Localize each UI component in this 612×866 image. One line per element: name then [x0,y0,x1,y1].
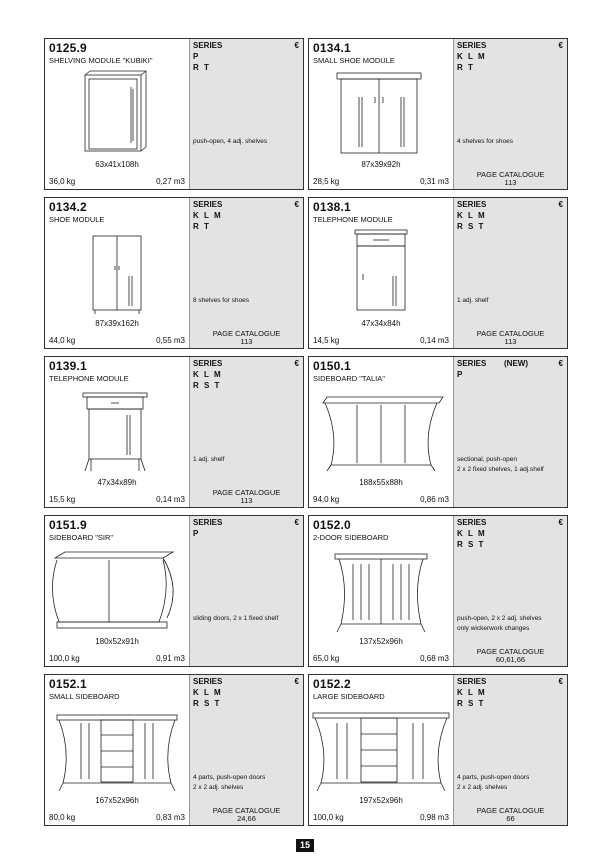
note-line: 2 x 2 fixed shelves, 1 adj.shelf [457,466,544,473]
note-line: sectional, push-open [457,456,517,463]
page-number: 15 [296,839,314,852]
note-line: 4 parts, push-open doors [457,774,530,781]
new-badge: (NEW) [504,359,528,368]
product-card [44,197,304,349]
product-note [457,137,567,147]
product-name: SMALL SIDEBOARD [49,692,120,701]
product-note [457,773,567,793]
series-codes-1: P [193,52,200,61]
series-codes-2: R S T [193,381,221,390]
note-line: only wickerwork changes [457,625,530,632]
note-line: 2 x 2 adj. shelves [457,784,508,791]
euro-icon: € [294,677,299,686]
product-volume: 0,14 m3 [156,495,185,504]
product-note [457,296,567,306]
product-note [193,614,303,624]
product-info [45,516,189,666]
series-codes-2: R S T [457,222,485,231]
note-line: 1 adj. shelf [457,297,489,304]
series-label: SERIES [193,518,223,527]
series-panel [189,516,303,666]
product-dimensions: 137x52x96h [359,637,403,646]
euro-icon: € [294,518,299,527]
series-label: SERIES [457,518,487,527]
product-illustration [45,226,189,318]
product-card [44,515,304,667]
catalogue-label: PAGE CATALOGUE [212,488,281,497]
catalogue-reference [454,648,567,664]
series-label: SERIES [193,41,223,50]
series-codes-1: K L M [193,211,223,220]
product-card [44,356,304,508]
product-code: 0150.1 [313,359,351,373]
euro-icon: € [294,359,299,368]
product-info [45,357,189,507]
euro-icon: € [558,200,563,209]
catalogue-label: PAGE CATALOGUE [212,329,281,338]
note-line: 2 x 2 adj. shelves [193,784,244,791]
euro-icon: € [558,359,563,368]
series-codes-2: R S T [457,540,485,549]
product-name: SIDEBOARD "TALIA" [313,374,385,383]
catalogue-reference [454,171,567,187]
product-dimensions: 180x52x91h [95,637,139,646]
series-panel [189,675,303,825]
product-weight: 36,0 kg [49,177,76,186]
product-weight: 80,0 kg [49,813,76,822]
product-dimensions: 188x55x88h [359,478,403,487]
catalogue-pages: 66 [506,814,515,823]
catalogue-pages: 113 [504,178,517,187]
catalogue-pages: 113 [504,337,517,346]
series-codes-1: K L M [457,211,487,220]
series-label: SERIES [457,359,487,368]
series-label: SERIES [193,677,223,686]
product-name: SHOE MODULE [49,215,105,224]
product-name: TELEPHONE MODULE [313,215,393,224]
product-illustration [309,226,453,318]
series-codes-1: K L M [193,370,223,379]
product-volume: 0,31 m3 [420,177,449,186]
product-dimensions: 63x41x108h [95,160,139,169]
euro-icon: € [558,41,563,50]
product-volume: 0,98 m3 [420,813,449,822]
series-label: SERIES [457,41,487,50]
product-note [193,455,303,465]
catalogue-pages: 113 [240,337,253,346]
series-panel [453,516,567,666]
product-card [308,197,568,349]
catalogue-pages: 113 [240,496,253,505]
product-illustration [309,385,453,477]
product-volume: 0,68 m3 [420,654,449,663]
product-illustration [45,544,189,636]
note-line: sliding doors, 2 x 1 fixed shelf [193,615,279,622]
series-panel [189,198,303,348]
series-label: SERIES [457,200,487,209]
product-weight: 94,0 kg [313,495,340,504]
series-codes-2: R T [457,63,475,72]
product-dimensions: 47x34x84h [361,319,401,328]
product-volume: 0,55 m3 [156,336,185,345]
product-note [193,773,303,793]
series-codes-2: R S T [193,699,221,708]
product-info [45,39,189,189]
product-card [308,674,568,826]
product-info [309,357,453,507]
product-code: 0151.9 [49,518,87,532]
product-card [44,38,304,190]
catalogue-reference [454,330,567,346]
product-card [308,515,568,667]
series-panel [189,39,303,189]
product-name: SIDEBOARD "SIR" [49,533,114,542]
product-volume: 0,83 m3 [156,813,185,822]
catalogue-reference [190,330,303,346]
product-dimensions: 167x52x96h [95,796,139,805]
product-illustration [45,703,189,795]
product-volume: 0,86 m3 [420,495,449,504]
product-dimensions: 47x34x89h [97,478,137,487]
product-name: 2-DOOR SIDEBOARD [313,533,389,542]
series-label: SERIES [457,677,487,686]
note-line: push-open, 2 x 2 adj. shelves [457,615,542,622]
euro-icon: € [558,677,563,686]
product-weight: 15,5 kg [49,495,76,504]
product-code: 0139.1 [49,359,87,373]
product-weight: 14,5 kg [313,336,340,345]
catalogue-label: PAGE CATALOGUE [476,647,545,656]
product-code: 0134.1 [313,41,351,55]
product-info [45,198,189,348]
note-line: 8 shelves for shoes [193,297,250,304]
product-code: 0152.0 [313,518,351,532]
catalogue-label: PAGE CATALOGUE [476,329,545,338]
product-weight: 100,0 kg [313,813,344,822]
series-codes-2: R T [193,222,211,231]
product-card [308,356,568,508]
product-code: 0152.2 [313,677,351,691]
catalogue-reference [190,807,303,823]
series-codes-2: R T [193,63,211,72]
catalogue-reference [454,807,567,823]
product-note [193,296,303,306]
catalogue-label: PAGE CATALOGUE [212,806,281,815]
euro-icon: € [294,200,299,209]
product-weight: 44,0 kg [49,336,76,345]
series-codes-1: K L M [193,688,223,697]
product-code: 0134.2 [49,200,87,214]
catalogue-label: PAGE CATALOGUE [476,170,545,179]
note-line: 4 shelves for shoes [457,138,514,145]
product-info [309,198,453,348]
product-name: LARGE SIDEBOARD [313,692,385,701]
product-weight: 100,0 kg [49,654,80,663]
product-info [309,675,453,825]
note-line: 1 adj. shelf [193,456,225,463]
series-panel [453,39,567,189]
product-code: 0138.1 [313,200,351,214]
euro-icon: € [558,518,563,527]
product-note [457,455,567,475]
series-codes-1: K L M [457,52,487,61]
product-code: 0125.9 [49,41,87,55]
product-card [308,38,568,190]
series-label: SERIES [193,359,223,368]
product-weight: 65,0 kg [313,654,340,663]
series-codes-1: P [457,370,464,379]
product-info [309,516,453,666]
product-code: 0152.1 [49,677,87,691]
product-illustration [309,544,453,636]
product-note [457,614,567,634]
catalogue-label: PAGE CATALOGUE [476,806,545,815]
note-line: 4 parts, push-open doors [193,774,266,781]
euro-icon: € [294,41,299,50]
product-card [44,674,304,826]
product-note [193,137,303,147]
series-panel [453,357,567,507]
series-codes-1: K L M [457,688,487,697]
product-volume: 0,14 m3 [420,336,449,345]
product-name: SHELVING MODULE "KUBIKI" [49,56,153,65]
product-illustration [309,67,453,159]
product-illustration [45,385,189,477]
product-illustration [309,703,453,795]
catalogue-reference [190,489,303,505]
product-name: SMALL SHOE MODULE [313,56,395,65]
product-dimensions: 87x39x162h [95,319,139,328]
note-line: push-open, 4 adj. shelves [193,138,268,145]
series-codes-2: R S T [457,699,485,708]
series-codes-1: K L M [457,529,487,538]
series-label: SERIES [193,200,223,209]
series-panel [453,198,567,348]
series-codes-1: P [193,529,200,538]
product-volume: 0,27 m3 [156,177,185,186]
series-panel [453,675,567,825]
product-info [309,39,453,189]
product-dimensions: 197x52x96h [359,796,403,805]
catalogue-pages: 24,66 [237,814,256,823]
product-weight: 28,5 kg [313,177,340,186]
series-panel [189,357,303,507]
catalogue-pages: 60,61,66 [495,655,526,664]
product-volume: 0,91 m3 [156,654,185,663]
product-name: TELEPHONE MODULE [49,374,129,383]
product-dimensions: 87x39x92h [361,160,401,169]
product-illustration [45,67,189,159]
product-info [45,675,189,825]
